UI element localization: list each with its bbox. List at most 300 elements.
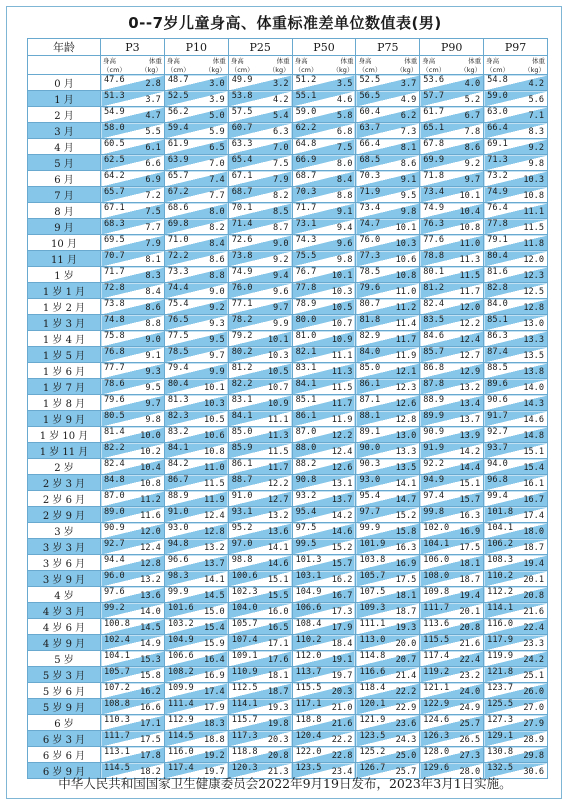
value-cell: [420, 619, 484, 635]
table-row: [28, 699, 548, 715]
height-value: 111.4: [167, 699, 194, 709]
value-cell: [101, 187, 165, 203]
subheader-cell: [484, 56, 548, 75]
table-row: [28, 475, 548, 491]
height-value: 87.8: [423, 379, 444, 389]
height-value: 89.0: [104, 507, 125, 517]
value-cell: [228, 91, 292, 107]
height-value: 81.2: [423, 283, 444, 293]
subheader-row: [28, 56, 548, 75]
weight-value: 2.8: [145, 79, 161, 90]
weight-value: 17.9: [331, 623, 353, 634]
weight-value: 10.7: [331, 319, 353, 330]
height-value: 113.6: [423, 619, 450, 629]
height-value: 106.2: [487, 539, 514, 549]
weight-value: 11.3: [267, 431, 289, 442]
weight-value: 8.1: [400, 143, 417, 154]
height-value: 71.9: [359, 187, 381, 197]
height-value: 80.0: [295, 315, 317, 325]
weight-value: 5.9: [209, 127, 225, 138]
value-cell: [356, 75, 420, 91]
weight-value: 8.4: [209, 239, 225, 250]
height-value: 77.7: [104, 363, 125, 373]
weight-value: 17.1: [267, 639, 289, 650]
value-cell: [484, 155, 548, 171]
weight-value: 11.2: [395, 303, 417, 314]
height-value: 66.9: [295, 155, 317, 165]
age-cell: 2 岁: [28, 459, 101, 475]
weight-value: 10.8: [204, 447, 225, 458]
value-cell: [292, 587, 356, 603]
weight-value: 10.3: [523, 175, 545, 186]
value-cell: [356, 443, 420, 459]
height-value: 130.8: [487, 747, 514, 757]
height-value: 70.7: [104, 251, 125, 261]
weight-value: 11.5: [267, 447, 289, 458]
height-value: 76.5: [167, 315, 189, 325]
value-cell: [101, 459, 165, 475]
weight-value: 11.5: [459, 271, 481, 282]
height-value: 86.3: [487, 331, 508, 341]
value-cell: [101, 203, 165, 219]
weight-value: 28.0: [459, 767, 481, 778]
value-cell: [101, 251, 165, 267]
weight-value: 22.2: [331, 735, 353, 746]
height-value: 109.1: [231, 651, 258, 661]
height-value: 90.0: [359, 443, 381, 453]
height-value: 102.3: [231, 587, 258, 597]
height-value: 69.5: [104, 235, 125, 245]
height-value: 81.6: [487, 267, 508, 277]
value-cell: [228, 299, 292, 315]
table-row: [28, 667, 548, 683]
value-cell: [164, 683, 228, 699]
weight-value: 12.0: [459, 303, 481, 314]
weight-value: 19.4: [459, 591, 481, 602]
percentile-header: P50: [292, 39, 356, 56]
weight-value: 14.6: [331, 527, 353, 538]
value-cell: [292, 443, 356, 459]
value-cell: [292, 523, 356, 539]
value-cell: [292, 459, 356, 475]
weight-value: 12.8: [395, 415, 417, 426]
value-cell: [228, 219, 292, 235]
height-value: 92.7: [487, 427, 508, 437]
value-cell: [484, 315, 548, 331]
value-cell: [292, 395, 356, 411]
value-cell: [420, 363, 484, 379]
subheader-blank: [28, 56, 101, 75]
height-value: 82.9: [359, 331, 381, 341]
weight-value: 13.9: [459, 431, 481, 442]
height-value: 112.0: [295, 651, 322, 661]
height-value: 115.7: [231, 715, 258, 725]
value-cell: [420, 379, 484, 395]
height-value: 85.9: [231, 443, 253, 453]
height-value: 94.4: [104, 555, 125, 565]
table-row: [28, 363, 548, 379]
weight-value: 3.9: [209, 95, 225, 106]
height-value: 70.3: [359, 171, 381, 181]
height-value: 73.4: [359, 203, 381, 213]
value-cell: [420, 219, 484, 235]
height-value: 77.6: [423, 235, 444, 245]
height-value: 87.0: [104, 491, 125, 501]
height-value: 118.8: [231, 747, 258, 757]
weight-value: 10.1: [267, 335, 289, 346]
height-value: 83.1: [231, 395, 253, 405]
value-cell: [356, 539, 420, 555]
value-cell: [292, 347, 356, 363]
age-cell: 1 岁 8 月: [28, 395, 101, 411]
value-cell: [420, 491, 484, 507]
height-value: 74.3: [295, 235, 317, 245]
weight-value: 9.1: [145, 351, 161, 362]
height-value: 93.7: [487, 443, 508, 453]
height-value: 71.4: [231, 219, 253, 229]
weight-value: 12.3: [523, 271, 545, 282]
page-title: 0--7岁儿童身高、体重标准差单位数值表(男): [128, 14, 442, 32]
weight-value: 9.2: [273, 255, 289, 266]
weight-value: 14.0: [140, 607, 161, 618]
value-cell: [420, 523, 484, 539]
weight-value: 11.5: [204, 479, 225, 490]
value-cell: [356, 107, 420, 123]
height-value: 63.7: [359, 123, 381, 133]
value-cell: [228, 315, 292, 331]
height-value: 65.7: [104, 187, 125, 197]
value-cell: [228, 667, 292, 683]
value-cell: [101, 635, 165, 651]
value-cell: [101, 523, 165, 539]
height-value: 56.2: [167, 107, 189, 117]
value-cell: [484, 587, 548, 603]
value-cell: [292, 603, 356, 619]
height-value: 106.6: [295, 603, 322, 613]
weight-value: 27.9: [523, 719, 545, 730]
weight-value: 5.4: [273, 111, 289, 122]
value-cell: [484, 667, 548, 683]
value-cell: [420, 75, 484, 91]
value-cell: [164, 731, 228, 747]
value-cell: [164, 299, 228, 315]
weight-value: 17.3: [331, 607, 353, 618]
weight-value: 10.6: [204, 431, 225, 442]
table-row: [28, 747, 548, 763]
height-value: 52.5: [359, 75, 381, 85]
weight-value: 8.3: [528, 127, 545, 138]
height-value: 87.0: [295, 427, 317, 437]
height-value: 92.7: [104, 539, 125, 549]
height-value: 98.3: [167, 571, 189, 581]
value-cell: [292, 267, 356, 283]
value-cell: [484, 651, 548, 667]
height-value: 67.8: [423, 139, 444, 149]
value-cell: [292, 75, 356, 91]
age-cell: 1 岁 1 月: [28, 283, 101, 299]
value-cell: [101, 235, 165, 251]
value-cell: [420, 539, 484, 555]
height-value: 105.7: [231, 619, 258, 629]
weight-value: 20.8: [459, 623, 481, 634]
weight-value: 11.3: [331, 367, 353, 378]
height-value: 77.8: [487, 219, 508, 229]
height-value: 125.5: [487, 699, 514, 709]
subheader-cell: [420, 56, 484, 75]
value-cell: [101, 267, 165, 283]
age-cell: 2 岁 6 月: [28, 491, 101, 507]
height-value: 92.2: [423, 459, 444, 469]
weight-value: 14.2: [459, 447, 481, 458]
height-value: 100.8: [104, 619, 130, 629]
value-cell: [420, 123, 484, 139]
weight-value: 7.1: [528, 111, 545, 122]
weight-value: 12.8: [204, 527, 225, 538]
height-value: 87.1: [359, 395, 381, 405]
height-value: 56.5: [359, 91, 381, 101]
weight-value: 9.7: [273, 303, 289, 314]
age-cell: 1 岁 11 月: [28, 443, 101, 459]
weight-value: 15.9: [204, 639, 225, 650]
value-cell: [292, 571, 356, 587]
height-value: 49.9: [231, 75, 253, 85]
subheader-cell: [228, 56, 292, 75]
weight-value: 8.4: [336, 175, 353, 186]
height-value: 85.7: [423, 347, 444, 357]
table-row: [28, 411, 548, 427]
value-cell: [228, 75, 292, 91]
height-value: 80.5: [104, 411, 125, 421]
value-cell: [164, 715, 228, 731]
height-value: 117.9: [487, 635, 514, 645]
height-value: 123.5: [295, 763, 322, 773]
value-cell: [101, 683, 165, 699]
height-value: 114.1: [487, 603, 514, 613]
weight-value: 11.2: [140, 495, 161, 506]
subheader-cell: [292, 56, 356, 75]
value-cell: [228, 491, 292, 507]
value-cell: [164, 155, 228, 171]
value-cell: [356, 427, 420, 443]
weight-value: 7.2: [145, 191, 161, 202]
value-cell: [484, 475, 548, 491]
value-cell: [420, 635, 484, 651]
subheader-cell: [356, 56, 420, 75]
value-cell: [420, 187, 484, 203]
weight-value: 9.4: [336, 223, 353, 234]
height-value: 72.6: [231, 235, 253, 245]
value-cell: [420, 411, 484, 427]
weight-value: 25.1: [523, 671, 545, 682]
weight-value: 14.9: [140, 639, 161, 650]
weight-value: 11.9: [204, 495, 225, 506]
value-cell: [164, 555, 228, 571]
value-cell: [164, 491, 228, 507]
height-value: 67.1: [231, 171, 253, 181]
value-cell: [356, 475, 420, 491]
weight-value: 7.8: [464, 127, 481, 138]
height-value: 104.1: [104, 651, 130, 661]
weight-value: 5.0: [209, 111, 225, 122]
value-cell: [101, 571, 165, 587]
value-cell: [484, 363, 548, 379]
weight-value: 21.0: [331, 703, 353, 714]
height-value: 120.1: [359, 699, 386, 709]
value-cell: [356, 635, 420, 651]
height-value: 88.1: [359, 411, 381, 421]
value-cell: [101, 747, 165, 763]
value-cell: [356, 699, 420, 715]
value-cell: [420, 283, 484, 299]
height-value: 125.2: [359, 747, 386, 757]
value-cell: [101, 395, 165, 411]
value-cell: [292, 619, 356, 635]
value-cell: [420, 107, 484, 123]
value-cell: [292, 715, 356, 731]
weight-value: 6.7: [464, 111, 481, 122]
height-value: 117.4: [423, 651, 450, 661]
weight-value: 19.3: [395, 623, 417, 634]
weight-value: 9.8: [145, 415, 161, 426]
weight-value: 11.8: [523, 239, 545, 250]
age-cell: 9 月: [28, 219, 101, 235]
value-cell: [228, 699, 292, 715]
height-value: 81.4: [104, 427, 125, 437]
value-cell: [356, 667, 420, 683]
weight-value: 22.4: [459, 655, 481, 666]
age-cell: 6 岁 6 月: [28, 747, 101, 763]
height-value: 90.9: [423, 427, 444, 437]
value-cell: [228, 459, 292, 475]
height-value: 83.1: [295, 363, 317, 373]
height-value: 66.4: [487, 123, 508, 133]
table-row: [28, 731, 548, 747]
value-cell: [420, 603, 484, 619]
weight-value: 21.6: [523, 607, 545, 618]
weight-value: 9.4: [273, 271, 289, 282]
height-value: 114.5: [104, 763, 130, 773]
weight-value: 11.6: [140, 511, 161, 522]
weight-value: 12.2: [459, 319, 481, 330]
table-row: [28, 235, 548, 251]
height-value: 126.7: [359, 763, 386, 773]
value-cell: [356, 651, 420, 667]
height-value: 63.9: [167, 155, 189, 165]
height-value: 91.0: [231, 491, 253, 501]
value-cell: [356, 459, 420, 475]
value-cell: [101, 651, 165, 667]
weight-value: 9.9: [273, 319, 289, 330]
height-value: 109.9: [167, 683, 194, 693]
height-value: 112.5: [231, 683, 258, 693]
weight-value: 21.4: [395, 671, 417, 682]
weight-value: 17.5: [395, 575, 417, 586]
table-row: [28, 443, 548, 459]
height-value: 105.7: [359, 571, 386, 581]
weight-value: 14.3: [523, 399, 545, 410]
weight-value: 12.3: [395, 383, 417, 394]
value-cell: [164, 331, 228, 347]
weight-value: 8.4: [145, 287, 161, 298]
height-value: 101.8: [487, 507, 514, 517]
value-cell: [228, 539, 292, 555]
weight-value: 16.7: [523, 495, 545, 506]
value-cell: [228, 523, 292, 539]
height-value: 76.0: [359, 235, 381, 245]
height-value: 97.0: [231, 539, 253, 549]
value-cell: [356, 235, 420, 251]
weight-value: 13.2: [459, 383, 481, 394]
value-cell: [420, 171, 484, 187]
weight-value: 17.1: [140, 719, 161, 730]
height-value: 80.4: [167, 379, 189, 389]
value-cell: [420, 651, 484, 667]
height-value: 74.4: [167, 283, 189, 293]
age-cell: 5 岁 3 月: [28, 667, 101, 683]
weight-value: 10.0: [140, 431, 161, 442]
weight-value: 26.0: [523, 687, 545, 698]
weight-value: 21.6: [459, 639, 481, 650]
age-cell: 5 月: [28, 155, 101, 171]
value-cell: [356, 315, 420, 331]
value-cell: [164, 699, 228, 715]
value-cell: [292, 123, 356, 139]
height-value: 73.2: [487, 171, 508, 181]
height-value: 82.4: [104, 459, 125, 469]
value-cell: [356, 731, 420, 747]
table-row: [28, 347, 548, 363]
table-row: [28, 267, 548, 283]
height-value: 76.4: [487, 203, 508, 213]
table-row: [28, 315, 548, 331]
value-cell: [292, 219, 356, 235]
height-value: 57.7: [423, 91, 444, 101]
height-value: 123.7: [487, 683, 514, 693]
weight-value: 7.9: [273, 175, 289, 186]
height-value: 77.1: [231, 299, 253, 309]
weight-value: 12.6: [331, 463, 353, 474]
weight-value: 4.0: [464, 79, 481, 90]
height-value: 111.1: [359, 619, 386, 629]
height-value: 73.1: [295, 219, 317, 229]
value-cell: [228, 171, 292, 187]
height-value: 101.9: [359, 539, 386, 549]
height-value: 132.5: [487, 763, 514, 773]
publication-note: 中华人民共和国国家卫生健康委员会2022年9月19日发布，2023年3月1日实施。: [58, 776, 512, 791]
weight-value: 11.7: [459, 287, 481, 298]
weight-value: 7.0: [209, 159, 225, 170]
weight-value: 4.7: [145, 111, 161, 122]
value-cell: [292, 187, 356, 203]
value-cell: [292, 731, 356, 747]
weight-value: 12.0: [140, 527, 161, 538]
age-cell: 10 月: [28, 235, 101, 251]
value-cell: [228, 619, 292, 635]
age-cell: 3 岁 6 月: [28, 555, 101, 571]
table-row: [28, 555, 548, 571]
weight-value: 12.2: [331, 431, 353, 442]
age-cell: 3 月: [28, 123, 101, 139]
value-cell: [228, 203, 292, 219]
weight-value: 23.4: [331, 767, 353, 778]
weight-value: 13.3: [395, 447, 417, 458]
value-cell: [484, 235, 548, 251]
table-row: [28, 539, 548, 555]
value-cell: [292, 139, 356, 155]
value-cell: [101, 667, 165, 683]
weight-value: 7.3: [400, 127, 417, 138]
height-value: 115.5: [423, 635, 450, 645]
